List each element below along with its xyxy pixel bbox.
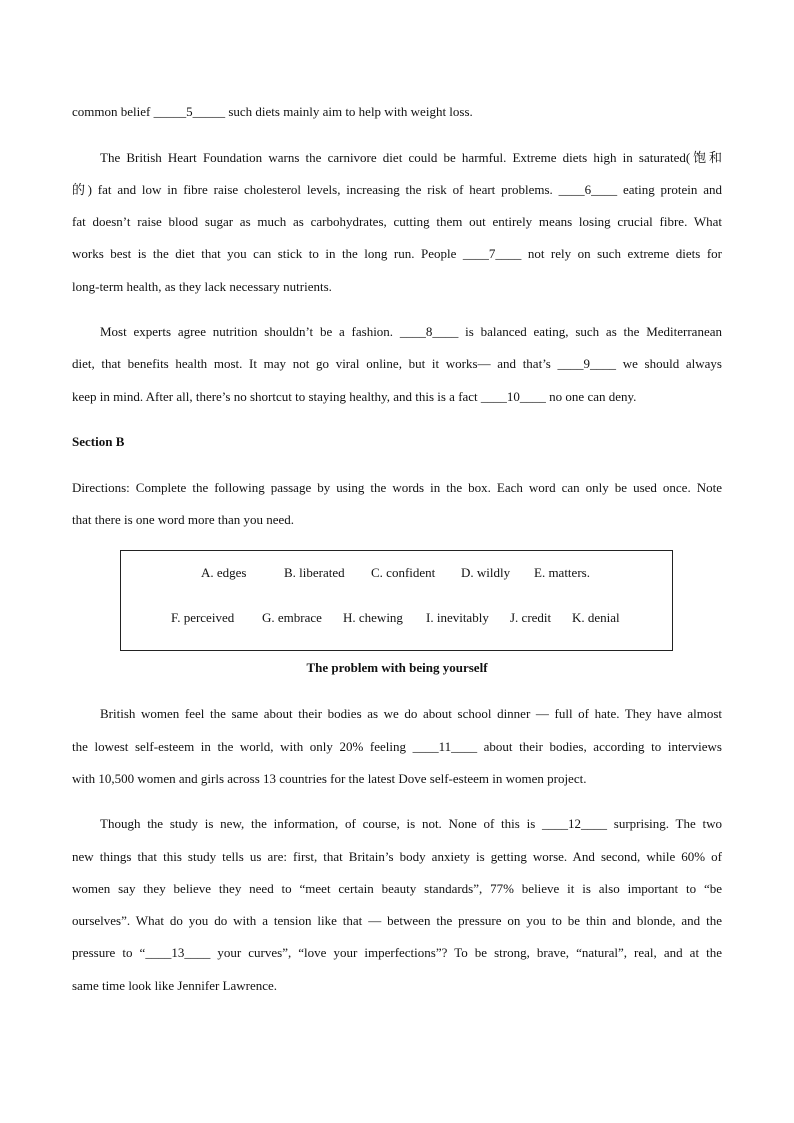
paragraph-line: ourselves”. What do you do with a tension like that — between the pressure on you to be thin and blonde, and the (72, 913, 722, 928)
paragraph-line: 的) fat and low in fibre raise cholesterol levels, increasing the risk of heart problems. ____6____ eating protein and (72, 182, 722, 197)
word-option: B. liberated (284, 565, 345, 580)
paragraph-line: same time look like Jennifer Lawrence. (72, 978, 278, 993)
paragraph-line: women say they believe they need to “meet certain beauty standards”, 77% believe it is also important to “be (72, 881, 722, 896)
paragraph-line: fat doesn’t raise blood sugar as much as carbohydrates, cutting them out entirely means losing crucial fibre. What (72, 214, 722, 229)
paragraph-line: works best is the diet that you can stick to in the long run. People ____7____ not rely on such extreme diets for (72, 246, 722, 261)
paragraph-line: long-term health, as they lack necessary nutrients. (72, 279, 332, 294)
passage-title: The problem with being yourself (306, 660, 488, 675)
paragraph-line: new things that this study tells us are: first, that Britain’s body anxiety is getting worse. And second, while 60% of (72, 849, 722, 864)
word-option: D. wildly (461, 565, 511, 580)
paragraph-line: common belief _____5_____ such diets mainly aim to help with weight loss. (72, 104, 473, 119)
directions-line: that there is one word more than you need. (72, 512, 295, 527)
directions-line: Directions: Complete the following passage by using the words in the box. Each word can only be used once. Note (72, 480, 722, 495)
word-option: J. credit (510, 610, 552, 625)
word-option: K. denial (572, 610, 620, 625)
paragraph-line: Most experts agree nutrition shouldn’t be a fashion. ____8____ is balanced eating, such as the Mediterranean (100, 324, 722, 339)
word-option: H. chewing (343, 610, 403, 625)
paragraph-line: Though the study is new, the information, of course, is not. None of this is ____12____ surprising. The two (100, 816, 722, 831)
word-option: I. inevitably (426, 610, 489, 625)
paragraph-line: with 10,500 women and girls across 13 countries for the latest Dove self-esteem in women project. (72, 771, 587, 786)
section-heading: Section B (72, 434, 125, 449)
word-bank-box (120, 550, 673, 651)
word-option: G. embrace (262, 610, 322, 625)
paragraph-line: pressure to “____13____ your curves”, “love your imperfections”? To be strong, brave, “natural”, real, and at the (72, 945, 722, 960)
word-option: F. perceived (171, 610, 235, 625)
word-option: C. confident (371, 565, 436, 580)
paragraph-line: British women feel the same about their bodies as we do about school dinner — full of hate. They have almost (100, 706, 722, 721)
paragraph-line: the lowest self-esteem in the world, with only 20% feeling ____11____ about their bodies, according to interviews (72, 739, 722, 754)
paragraph-line: diet, that benefits health most. It may not go viral online, but it works— and that’s ____9____ we should always (72, 356, 722, 371)
paragraph-line: The British Heart Foundation warns the carnivore diet could be harmful. Extreme diets high in saturated(饱和 (100, 150, 722, 165)
paragraph-line: keep in mind. After all, there’s no shortcut to staying healthy, and this is a fact ____10____ no one can deny. (72, 389, 637, 404)
word-option: A. edges (201, 565, 247, 580)
word-option: E. matters. (534, 565, 590, 580)
